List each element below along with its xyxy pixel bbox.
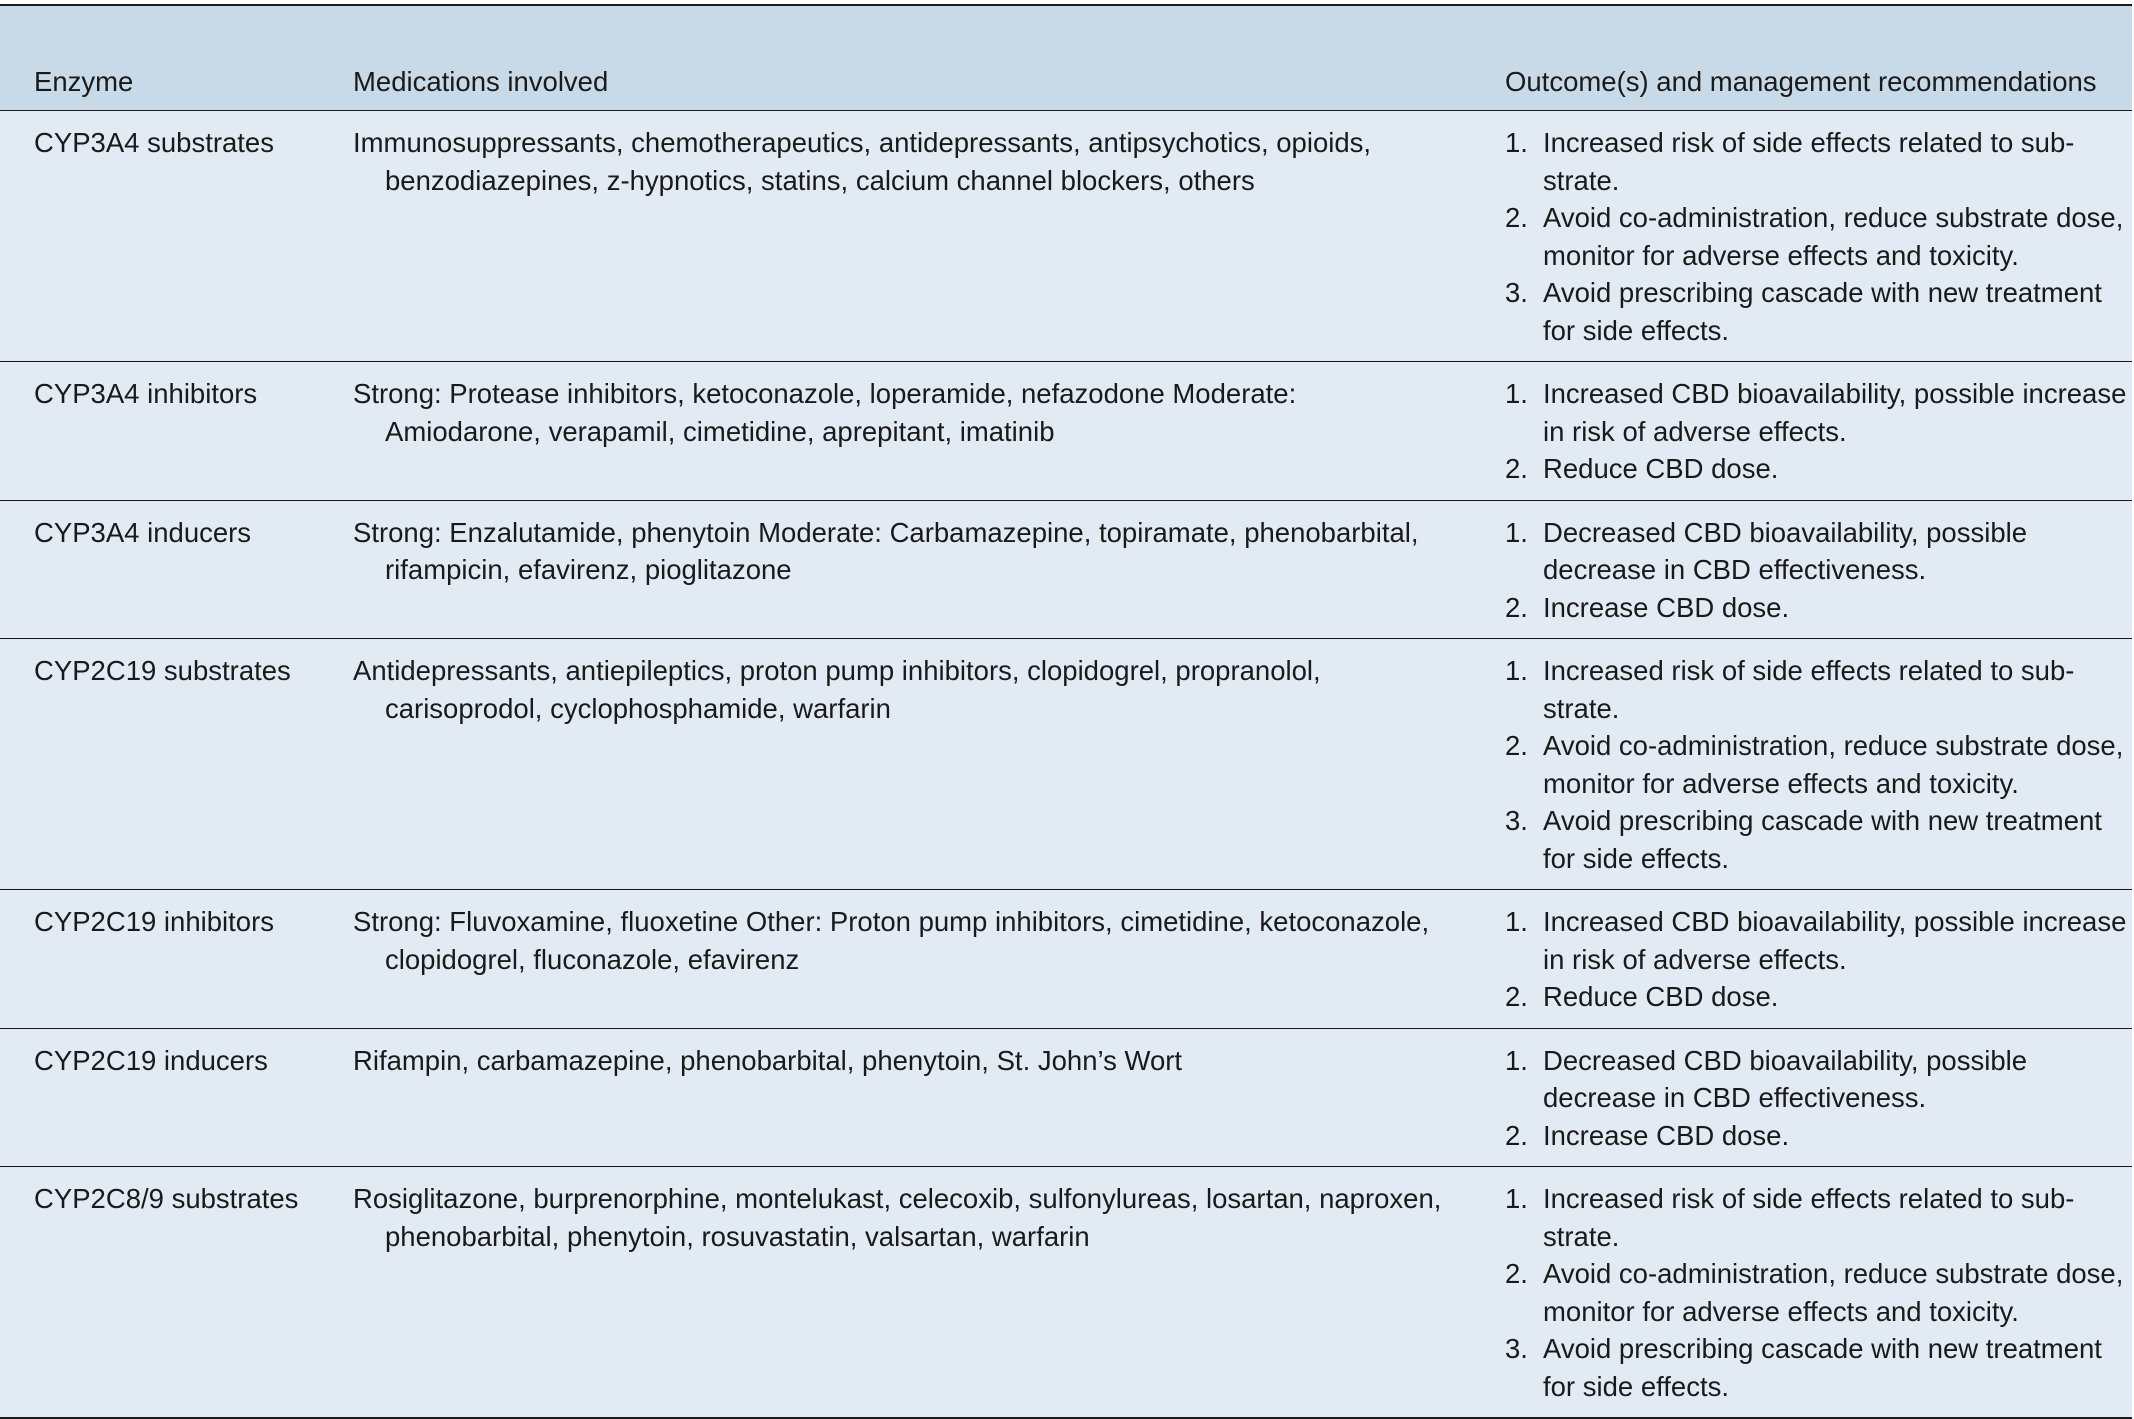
outcomes-list [1505,124,2132,349]
outcomes-cell [1457,1028,2132,1167]
enzyme-cell: CYP3A4 substrates [34,127,274,158]
outcome-number: 1. [1505,516,1528,548]
outcome-number: 2. [1505,202,1528,233]
medications-cell [319,111,1457,362]
medications-cell [319,890,1457,1029]
medications-text: Immunosuppressants, chemotherapeutics, antidepressants, antipsychotics, opioids, benzodiazepines, z-hypnotics, statins, calcium channel blockers, others [353,127,1372,196]
outcome-item [1505,1255,2132,1330]
outcomes-cell [1457,639,2132,890]
outcome-text: Avoid co-administration, reduce substrate dose, monitor for adverse effects and toxicity. [1543,1258,2124,1327]
medications-cell [319,1167,1457,1419]
medications-text: Antidepressants, antiepileptics, proton pump inhibitors, clopidogrel, propranolol, carisoprodol, cyclophosphamide, warfarin [353,655,1321,724]
outcome-text: Decreased CBD bioavailability, possible decrease in CBD effectiveness. [1543,516,2028,585]
outcomes-list [1505,514,2132,627]
outcomes-list [1505,375,2132,488]
outcome-number: 3. [1505,1333,1528,1364]
table-row [0,639,2132,890]
outcome-number: 2. [1505,591,1528,623]
outcome-number: 2. [1505,730,1528,761]
medications-text: Rifampin, carbamazepine, phenobarbital, phenytoin, St. John’s Wort [353,1044,1183,1076]
outcome-number: 1. [1505,127,1528,158]
outcomes-list [1505,1180,2132,1405]
outcome-number: 2. [1505,1258,1528,1289]
outcome-text: Avoid co-administration, reduce substrate dose, monitor for adverse effects and toxicity. [1543,202,2124,271]
medications-text: Strong: Fluvoxamine, fluoxetine Other: Proton pump inhibitors, cimetidine, ketoconazole, clopidogrel, fluconazole, efavirenz [353,906,1430,975]
medications-text: Strong: Enzalutamide, phenytoin Moderate: Carbamazepine, topiramate, phenobarbital, rifampicin, efavirenz, pioglitazone [353,516,1419,585]
outcome-item [1505,802,2132,877]
outcome-item [1505,589,2132,627]
outcome-item [1505,652,2132,727]
outcome-text: Increased CBD bioavailability, possible increase in risk of adverse effects. [1543,906,2127,975]
enzyme-cell: CYP2C19 substrates [34,655,291,686]
outcomes-cell [1457,890,2132,1029]
table-row [0,500,2132,639]
outcome-item [1505,727,2132,802]
outcome-number: 2. [1505,981,1528,1012]
outcome-text: Increased risk of side effects related to sub-strate. [1543,1183,2075,1252]
header-outcomes: Outcome(s) and management recommendations [1505,65,2097,97]
outcomes-list [1505,1042,2132,1155]
outcomes-list [1505,903,2132,1016]
outcome-text: Increased risk of side effects related to sub-strate. [1543,127,2075,196]
outcome-number: 1. [1505,1044,1528,1076]
outcome-item [1505,375,2132,450]
outcome-item [1505,199,2132,274]
interaction-table-container [0,4,2132,1419]
table-header [0,5,2132,111]
outcome-item [1505,514,2132,589]
enzyme-cell: CYP3A4 inhibitors [34,378,258,409]
medications-cell [319,1028,1457,1167]
outcome-number: 3. [1505,277,1528,308]
header-medications: Medications involved [353,65,609,97]
medications-cell [319,362,1457,501]
outcome-text: Decreased CBD bioavailability, possible decrease in CBD effectiveness. [1543,1044,2028,1113]
outcomes-cell [1457,1167,2132,1419]
outcome-item [1505,274,2132,349]
outcome-text: Avoid prescribing cascade with new treatment for side effects. [1543,1333,2102,1402]
outcomes-cell [1457,362,2132,501]
outcome-text: Reduce CBD dose. [1543,453,1779,484]
outcomes-cell [1457,111,2132,362]
outcomes-list [1505,652,2132,877]
outcome-number: 1. [1505,378,1528,409]
outcome-item [1505,450,2132,488]
outcome-item [1505,1330,2132,1405]
table-row [0,111,2132,362]
enzyme-cell: CYP2C19 inducers [34,1044,268,1076]
header-row [0,5,2132,111]
outcome-item [1505,903,2132,978]
outcome-text: Increased CBD bioavailability, possible increase in risk of adverse effects. [1543,378,2127,447]
outcome-text: Increase CBD dose. [1543,1119,1790,1151]
outcomes-cell [1457,500,2132,639]
table-row [0,362,2132,501]
outcome-number: 2. [1505,453,1528,484]
outcome-item [1505,1180,2132,1255]
medications-text: Strong: Protease inhibitors, ketoconazole, loperamide, nefazodone Moderate: Amiodarone, verapamil, cimetidine, aprepitant, imatinib [353,378,1297,447]
outcome-text: Avoid co-administration, reduce substrate dose, monitor for adverse effects and toxicity. [1543,730,2124,799]
enzyme-cell: CYP2C8/9 substrates [34,1183,299,1214]
outcome-item [1505,1117,2132,1155]
outcome-item [1505,978,2132,1016]
table-row [0,890,2132,1029]
header-enzyme: Enzyme [34,65,134,97]
medications-cell [319,500,1457,639]
outcome-number: 1. [1505,906,1528,937]
outcome-number: 2. [1505,1119,1528,1151]
outcome-text: Avoid prescribing cascade with new treatment for side effects. [1543,805,2102,874]
outcome-text: Increase CBD dose. [1543,591,1790,623]
medications-text: Rosiglitazone, burprenorphine, montelukast, celecoxib, sulfonylureas, losartan, naproxen, phenobarbital, phenytoin, rosuvastatin, valsartan, warfarin [353,1183,1442,1252]
outcome-text: Increased risk of side effects related to sub-strate. [1543,655,2075,724]
outcome-item [1505,124,2132,199]
outcome-item [1505,1042,2132,1117]
enzyme-cell: CYP3A4 inducers [34,516,252,548]
outcome-number: 1. [1505,655,1528,686]
table-body [0,111,2132,1419]
medications-cell [319,639,1457,890]
table-row [0,1167,2132,1419]
outcome-number: 3. [1505,805,1528,836]
table-row [0,1028,2132,1167]
outcome-number: 1. [1505,1183,1528,1214]
cyp-interaction-table [0,4,2132,1419]
outcome-text: Avoid prescribing cascade with new treatment for side effects. [1543,277,2102,346]
outcome-text: Reduce CBD dose. [1543,981,1779,1012]
enzyme-cell: CYP2C19 inhibitors [34,906,274,937]
